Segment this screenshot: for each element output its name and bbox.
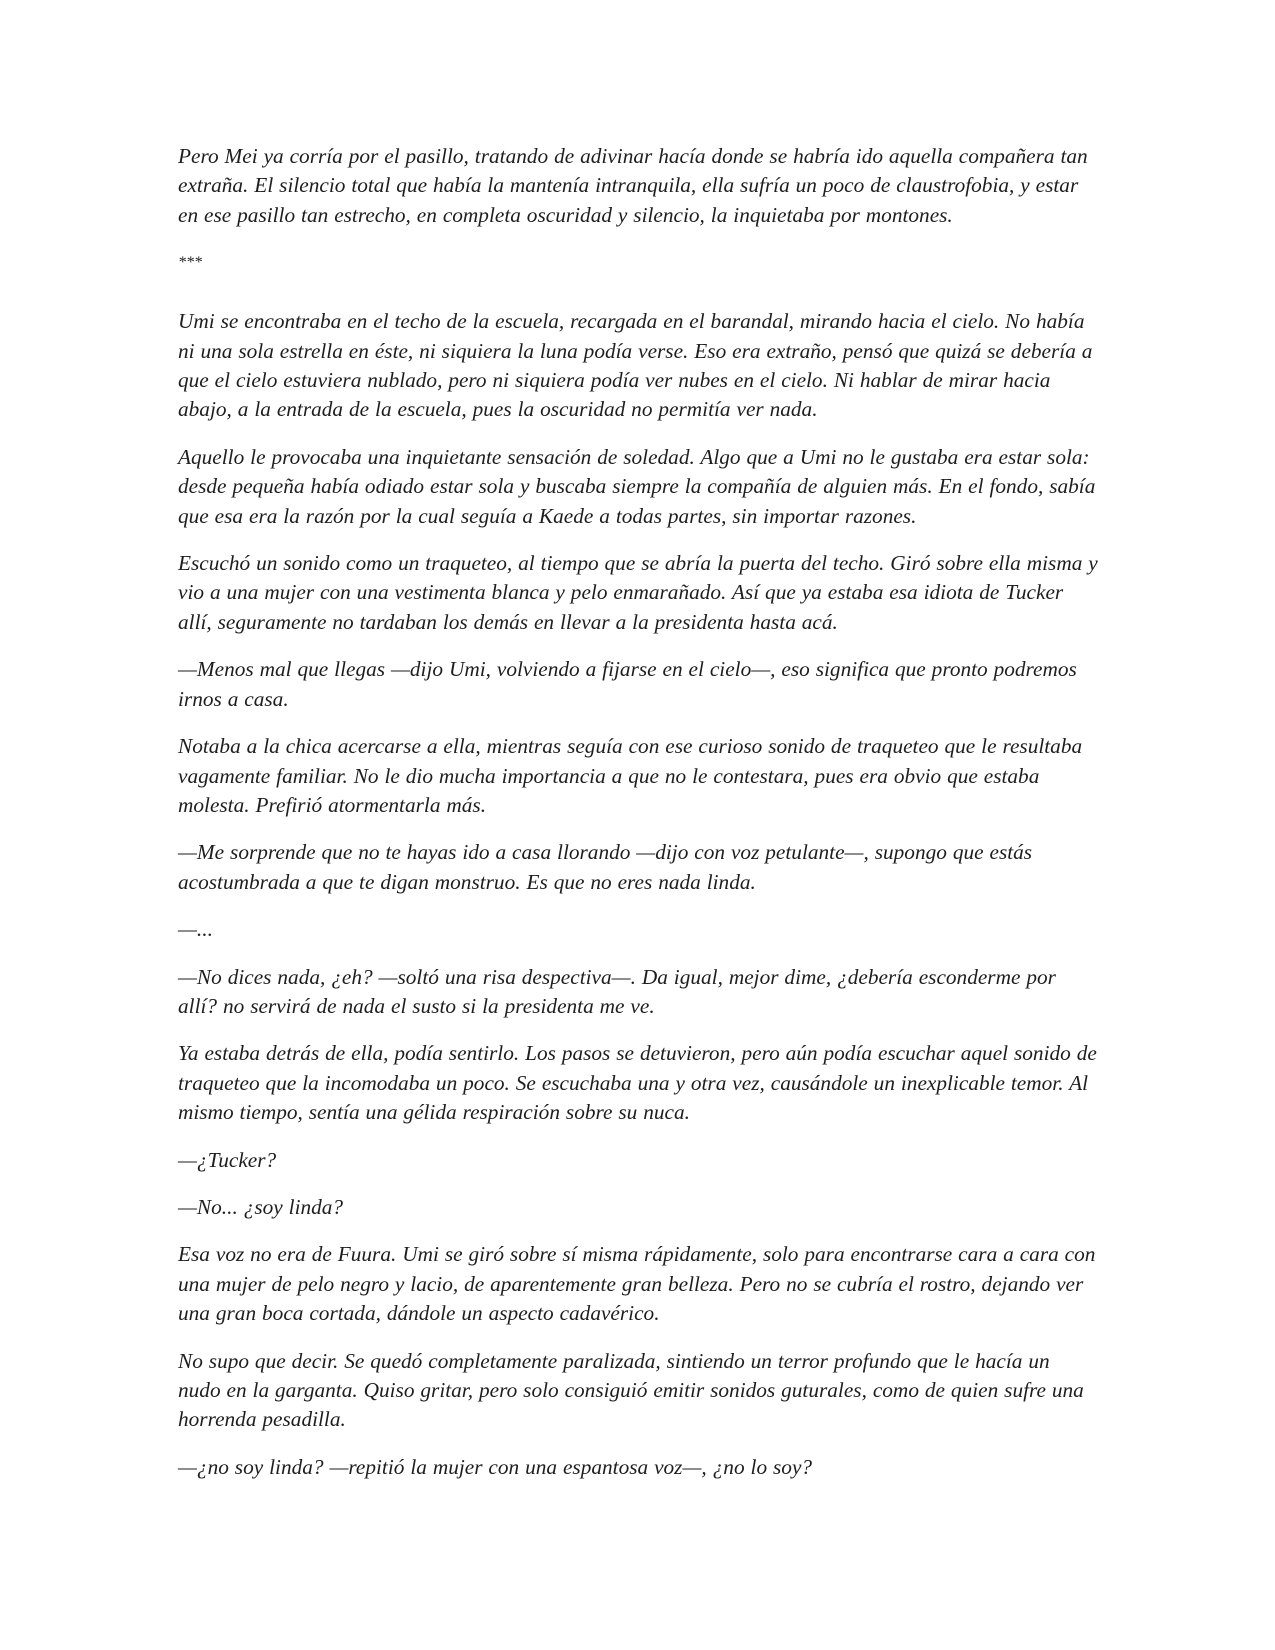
paragraph: Notaba a la chica acercarse a ella, mientras seguía con ese curioso sonido de traqueteo que le resultaba vagamente familiar. No le dio mucha importancia a que no le contestara, pues era obvio que estaba molesta. Prefirió atormentarla más.	[178, 734, 1083, 817]
dialogue-paragraph: —...	[178, 917, 213, 942]
dialogue-paragraph: —¿no soy linda? —repitió la mujer con una espantosa voz—, ¿no lo soy?	[178, 1454, 813, 1479]
dialogue-paragraph: —No... ¿soy linda?	[178, 1194, 344, 1219]
dialogue-paragraph: —¿Tucker?	[178, 1147, 277, 1172]
paragraph: Aquello le provocaba una inquietante sensación de soledad. Algo que a Umi no le gustaba era estar sola: desde pequeña había odiado estar sola y buscaba siempre la compañía de alguien más. En el fondo, sabía que esa era la razón por la cual seguía a Kaede a todas partes, sin importar razones.	[178, 444, 1096, 528]
paragraph: Pero Mei ya corría por el pasillo, tratando de adivinar hacía donde se habría ido aquella compañera tan extraña. El silencio total que había la mantenía intranquila, ella sufría un poco de claustrofobia, y estar en ese pasillo tan estrecho, en completa oscuridad y silencio, la inquietaba por montones.	[178, 144, 1088, 227]
document-page	[178, 142, 1098, 1500]
paragraph: No supo que decir. Se quedó completamente paralizada, sintiendo un terror profundo que le hacía un nudo en la garganta. Quiso gritar, pero solo consiguió emitir sonidos guturales, como de quien sufre una horrenda pesadilla.	[178, 1348, 1084, 1432]
dialogue-paragraph: —Me sorprende que no te hayas ido a casa llorando —dijo con voz petulante—, supongo que estás acostumbrada a que te digan monstruo. Es que no eres nada linda.	[178, 840, 1033, 894]
dialogue-paragraph: —Menos mal que llegas —dijo Umi, volviendo a fijarse en el cielo—, eso significa que pronto podremos irnos a casa.	[178, 657, 1077, 711]
section-separator: ***	[178, 254, 202, 272]
paragraph: Umi se encontraba en el techo de la escuela, recargada en el barandal, mirando hacia el cielo. No había ni una sola estrella en éste, ni siquiera la luna podía verse. Eso era extraño, pensó que quizá se debería a que el cielo estuviera nublado, pero ni siquiera podía ver nubes en el cielo. Ni hablar de mirar hacia abajo, a la entrada de la escuela, pues la oscuridad no permitía ver nada.	[178, 309, 1093, 422]
paragraph: Ya estaba detrás de ella, podía sentirlo. Los pasos se detuvieron, pero aún podía escuchar aquel sonido de traqueteo que la incomodaba un poco. Se escuchaba una y otra vez, causándole un inexplicable temor. Al mismo tiempo, sentía una gélida respiración sobre su nuca.	[178, 1041, 1097, 1125]
paragraph: Esa voz no era de Fuura. Umi se giró sobre sí misma rápidamente, solo para encontrarse cara a cara con una mujer de pelo negro y lacio, de aparentemente gran belleza. Pero no se cubría el rostro, dejando ver una gran boca cortada, dándole un aspecto cadavérico.	[178, 1242, 1096, 1326]
dialogue-paragraph: —No dices nada, ¿eh? —soltó una risa despectiva—. Da igual, mejor dime, ¿debería esconderme por allí? no servirá de nada el susto si la presidenta me ve.	[178, 964, 1056, 1018]
paragraph: Escuchó un sonido como un traqueteo, al tiempo que se abría la puerta del techo. Giró sobre ella misma y vio a una mujer con una vestimenta blanca y pelo enmarañado. Así que ya estaba esa idiota de Tucker allí, seguramente no tardaban los demás en llevar a la presidenta hasta acá.	[178, 551, 1098, 634]
